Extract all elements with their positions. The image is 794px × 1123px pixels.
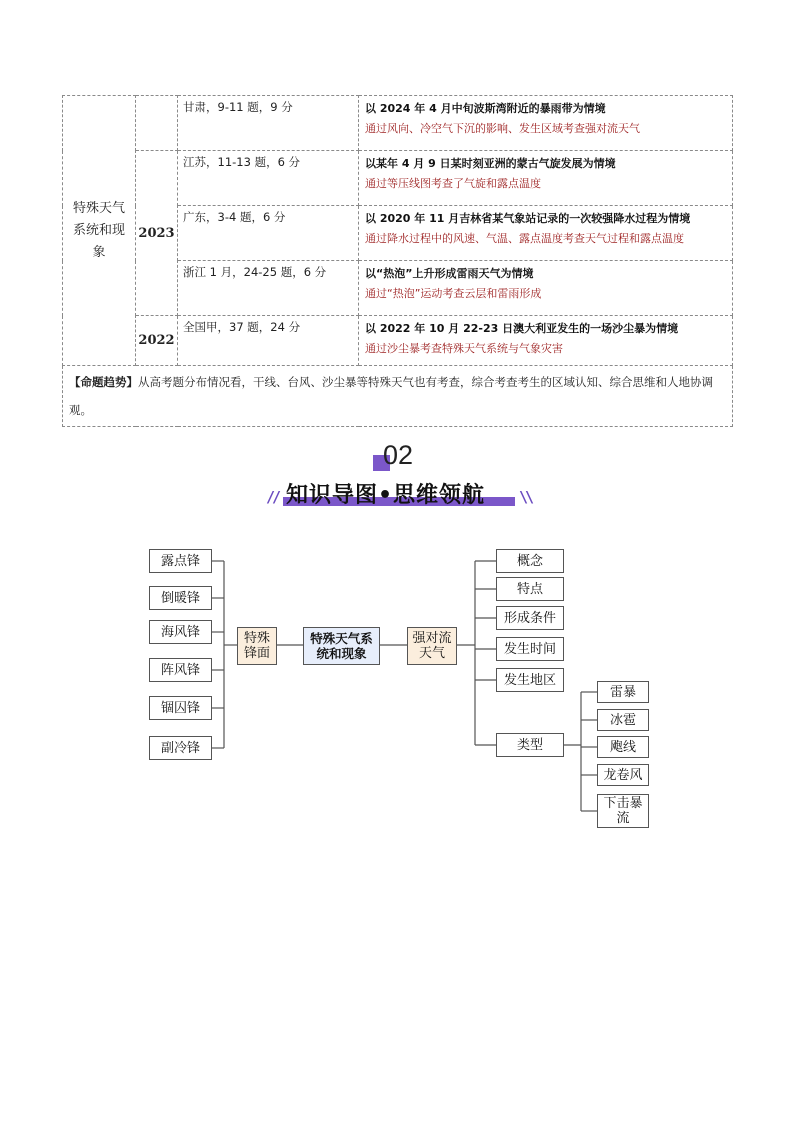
exam-cell: 江苏，11-13 题，6 分: [178, 151, 359, 206]
convection-node-region: 发生地区: [496, 668, 564, 692]
convection-node-features: 特点: [496, 577, 564, 601]
year-label: 2022: [138, 333, 175, 348]
trend-label: 【命题趋势】: [69, 375, 138, 389]
severe-convection-label: 强对流天气: [412, 631, 452, 661]
assessment-text: 通过风向、冷空气下沉的影响、发生区域考查强对流天气: [365, 122, 640, 135]
convection-node-time: 发生时间: [496, 637, 564, 661]
exam-cell: 甘肃，9-11 题，9 分: [178, 96, 359, 151]
assessment-text: 通过降水过程中的风速、气温、露点温度考查天气过程和露点温度: [365, 232, 684, 245]
type-node-hail: 冰雹: [597, 709, 649, 731]
section-number: 02: [383, 440, 414, 470]
front-node-occluded: 锢囚锋: [149, 696, 212, 720]
front-node-sea-breeze: 海风锋: [149, 620, 212, 644]
exam-cell: 广东，3-4 题，6 分: [178, 206, 359, 261]
type-node-thunderstorm: 雷暴: [597, 681, 649, 703]
center-node: [303, 627, 380, 665]
center-label: 特殊天气系统和现象: [310, 631, 373, 661]
left-slash-decoration: //: [266, 488, 279, 506]
exam-cell: 全国甲，37 题，24 分: [178, 316, 359, 366]
convection-node-types: 类型: [496, 733, 564, 757]
convection-node-conditions: 形成条件: [496, 606, 564, 630]
special-front-node: [237, 627, 277, 665]
year-label: 2023: [138, 225, 175, 241]
context-text: 以 2024 年 4 月中旬波斯湾附近的暴雨带为情境: [365, 102, 606, 115]
section-title: 知识导图•思维领航: [286, 483, 486, 508]
front-node-secondary-cold: 副冷锋: [149, 736, 212, 760]
downburst-label: 下击暴流: [603, 796, 643, 826]
context-text: 以某年 4 月 9 日某时刻亚洲的蒙古气旋发展为情境: [365, 157, 616, 170]
front-node-gust: 阵风锋: [149, 658, 212, 682]
trend-text: 从高考题分布情况看，干线、台风、沙尘暴等特殊天气也有考查，综合考查考生的区域认知、综合思维和人地协调观。: [69, 375, 713, 417]
context-text: 以“热泡”上升形成雷雨天气为情境: [365, 267, 534, 280]
right-slash-decoration: \\: [519, 488, 532, 506]
category-text: 特殊天气系统和现象: [72, 200, 125, 260]
assessment-text: 通过沙尘暴考查特殊天气系统与气象灾害: [365, 342, 563, 355]
front-node-dew-point: 露点锋: [149, 549, 212, 573]
assessment-text: 通过“热泡”运动考查云层和雷雨形成: [365, 287, 542, 300]
front-node-back-warm: 倒暖锋: [149, 586, 212, 610]
type-node-downburst: [597, 794, 649, 828]
exam-cell: 浙江 1 月，24-25 题，6 分: [178, 261, 359, 316]
type-node-squall-line: 飑线: [597, 736, 649, 758]
special-front-label: 特殊锋面: [243, 631, 270, 661]
context-text: 以 2020 年 11 月吉林省某气象站记录的一次较强降水过程为情境: [365, 212, 691, 225]
assessment-text: 通过等压线图考查了气旋和露点温度: [365, 177, 541, 190]
type-node-tornado: 龙卷风: [597, 764, 649, 786]
severe-convection-node: [407, 627, 457, 665]
convection-node-concept: 概念: [496, 549, 564, 573]
context-text: 以 2022 年 10 月 22-23 日澳大利亚发生的一场沙尘暴为情境: [365, 322, 679, 335]
